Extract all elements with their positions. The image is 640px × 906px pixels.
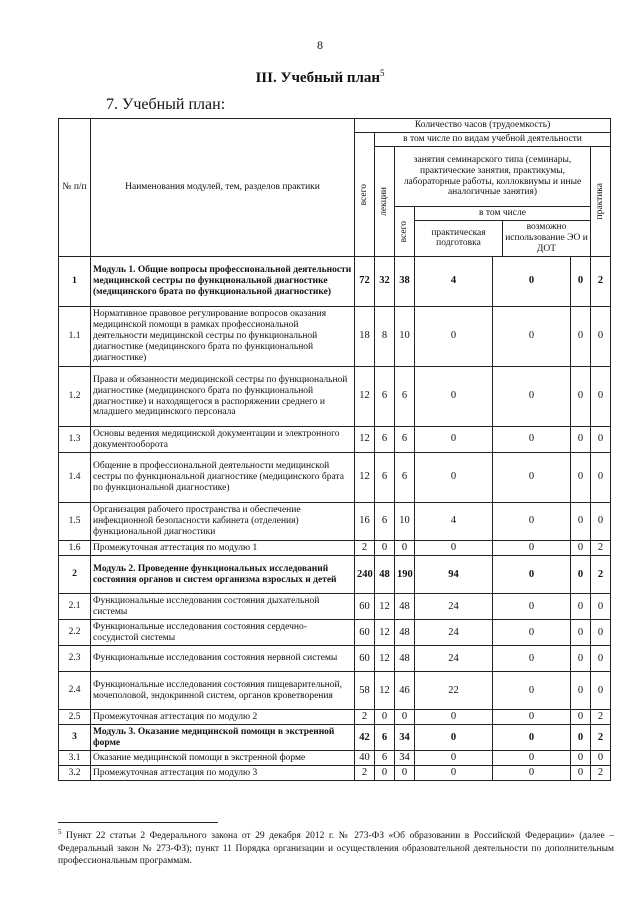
row-number: 2.1	[59, 594, 91, 620]
table-row	[59, 367, 611, 427]
row-practical: 4	[415, 257, 493, 307]
row-attestation: 2	[591, 556, 611, 594]
row-practical: 0	[415, 766, 493, 781]
header-practice: практика	[591, 147, 611, 257]
row-all: 60	[355, 594, 375, 620]
row-lectures: 0	[375, 541, 395, 556]
row-practice: 0	[571, 766, 591, 781]
row-eo-dot: 0	[493, 503, 571, 541]
row-name: Нормативное правовое регулирование вопросов оказания медицинской помощи в рамках профессиональной деятельности медицинской сестры по функциональной диагностике (медицинского брата по функциональной диагностике)	[91, 307, 355, 367]
header-seminar-all: всего	[395, 207, 415, 257]
row-all: 16	[355, 503, 375, 541]
row-number: 1.3	[59, 427, 91, 453]
row-seminar: 0	[395, 541, 415, 556]
footnote-text: Пункт 22 статьи 2 Федерального закона от 29 декабря 2012 г. № 273-ФЗ «Об образовании в Российской Федерации» (далее – Федеральный закон № 273-ФЗ); пункт 11 Порядка организации и осуществления образовательной деятельности по дополнительным профессиональным программам.	[58, 831, 614, 866]
row-all: 12	[355, 427, 375, 453]
row-practice: 0	[571, 541, 591, 556]
row-number: 2.3	[59, 646, 91, 672]
row-eo-dot: 0	[493, 427, 571, 453]
row-practice: 0	[571, 594, 591, 620]
row-seminar: 34	[395, 751, 415, 766]
row-seminar: 48	[395, 620, 415, 646]
row-all: 12	[355, 453, 375, 503]
row-eo-dot: 0	[493, 725, 571, 751]
row-attestation: 0	[591, 503, 611, 541]
row-number: 1.6	[59, 541, 91, 556]
row-seminar: 6	[395, 453, 415, 503]
header-eo-dot: возможно использование ЭО и ДОТ	[505, 222, 588, 254]
header-by-activity: в том числе по видам учебной деятельности	[375, 133, 611, 147]
row-practice: 0	[571, 646, 591, 672]
row-eo-dot: 0	[493, 672, 571, 710]
table-row	[59, 541, 611, 556]
footnote-mark: 5	[58, 828, 62, 836]
row-all: 58	[355, 672, 375, 710]
row-eo-dot: 0	[493, 541, 571, 556]
row-name: Модуль 1. Общие вопросы профессиональной деятельности медицинской сестры по функциональной диагностике (медицинского брата по функциональной диагностике)	[91, 257, 355, 307]
subtitle: 7. Учебный план:	[106, 96, 226, 113]
row-lectures: 48	[375, 556, 395, 594]
row-number: 1.5	[59, 503, 91, 541]
footnote-reference[interactable]: 5	[380, 68, 385, 78]
row-name: Функциональные исследования состояния сердечно-сосудистой системы	[91, 620, 355, 646]
table-row	[59, 620, 611, 646]
row-practical: 94	[415, 556, 493, 594]
row-number: 1.1	[59, 307, 91, 367]
row-all: 72	[355, 257, 375, 307]
row-number: 3.2	[59, 766, 91, 781]
header-practical: практическая подготовка	[415, 221, 503, 256]
row-name: Промежуточная аттестация по модулю 2	[91, 710, 355, 725]
row-attestation: 0	[591, 620, 611, 646]
curriculum-table	[58, 118, 611, 781]
row-name: Основы ведения медицинской документации и электронного документооборота	[91, 427, 355, 453]
row-name: Функциональные исследования состояния нервной системы	[91, 646, 355, 672]
row-number: 1	[59, 257, 91, 307]
row-number: 1.4	[59, 453, 91, 503]
row-attestation: 0	[591, 672, 611, 710]
table-row	[59, 672, 611, 710]
footnote-divider	[58, 822, 218, 823]
table-row	[59, 751, 611, 766]
row-seminar: 0	[395, 766, 415, 781]
row-all: 2	[355, 541, 375, 556]
row-all: 2	[355, 710, 375, 725]
row-lectures: 12	[375, 594, 395, 620]
row-practical: 22	[415, 672, 493, 710]
row-seminar: 46	[395, 672, 415, 710]
row-practice: 0	[571, 710, 591, 725]
table-row	[59, 556, 611, 594]
footnote	[58, 828, 614, 867]
row-lectures: 8	[375, 307, 395, 367]
row-practice: 0	[571, 751, 591, 766]
row-practical: 0	[415, 751, 493, 766]
row-lectures: 0	[375, 710, 395, 725]
table-row	[59, 503, 611, 541]
table-body	[59, 257, 611, 781]
row-eo-dot: 0	[493, 646, 571, 672]
row-number: 2	[59, 556, 91, 594]
row-attestation: 0	[591, 307, 611, 367]
row-all: 240	[355, 556, 375, 594]
row-practical: 0	[415, 307, 493, 367]
row-number: 2.4	[59, 672, 91, 710]
row-practical: 0	[415, 427, 493, 453]
row-practice: 0	[571, 257, 591, 307]
row-practical: 24	[415, 646, 493, 672]
row-name: Общение в профессиональной деятельности медицинской сестры по функциональной диагностике (медицинского брата по функциональной диагностике)	[91, 453, 355, 503]
page-number: 8	[317, 38, 323, 52]
row-eo-dot: 0	[493, 751, 571, 766]
row-seminar: 38	[395, 257, 415, 307]
row-eo-dot: 0	[493, 766, 571, 781]
row-practical: 4	[415, 503, 493, 541]
table-row	[59, 453, 611, 503]
table-row	[59, 766, 611, 781]
row-attestation: 0	[591, 594, 611, 620]
row-practice: 0	[571, 427, 591, 453]
row-lectures: 6	[375, 367, 395, 427]
header-total-hours: Количество часов (трудоемкость)	[355, 119, 611, 133]
table-row	[59, 646, 611, 672]
row-practical: 0	[415, 725, 493, 751]
row-seminar: 10	[395, 307, 415, 367]
row-practical: 24	[415, 620, 493, 646]
row-lectures: 6	[375, 503, 395, 541]
row-practice: 0	[571, 725, 591, 751]
row-lectures: 6	[375, 427, 395, 453]
row-name: Промежуточная аттестация по модулю 3	[91, 766, 355, 781]
row-number: 2.5	[59, 710, 91, 725]
row-practice: 0	[571, 556, 591, 594]
row-attestation: 2	[591, 541, 611, 556]
row-seminar: 190	[395, 556, 415, 594]
row-eo-dot: 0	[493, 257, 571, 307]
table-row	[59, 307, 611, 367]
row-eo-dot: 0	[493, 620, 571, 646]
row-name: Функциональные исследования состояния пищеварительной, мочеполовой, эндокринной систем, органов кроветворения	[91, 672, 355, 710]
row-practice: 0	[571, 367, 591, 427]
table-row	[59, 710, 611, 725]
row-attestation: 2	[591, 766, 611, 781]
row-seminar: 10	[395, 503, 415, 541]
row-seminar: 6	[395, 367, 415, 427]
row-attestation: 2	[591, 725, 611, 751]
row-practical: 24	[415, 594, 493, 620]
row-eo-dot: 0	[493, 594, 571, 620]
row-name: Организация рабочего пространства и обеспечение инфекционной безопасности кабинета (отделения) функциональной диагностики	[91, 503, 355, 541]
row-name: Функциональные исследования состояния дыхательной системы	[91, 594, 355, 620]
table-row	[59, 257, 611, 307]
row-lectures: 0	[375, 766, 395, 781]
row-lectures: 32	[375, 257, 395, 307]
header-lectures: лекции	[375, 147, 395, 257]
section-title	[0, 68, 640, 87]
table-row	[59, 725, 611, 751]
row-lectures: 6	[375, 725, 395, 751]
row-eo-dot: 0	[493, 367, 571, 427]
row-name: Права и обязанности медицинской сестры по функциональной диагностике (медицинского брата по функциональной диагностике) и находящегося в распоряжении среднего и младшего медицинского персонала	[91, 367, 355, 427]
row-practice: 0	[571, 620, 591, 646]
header-including-table	[415, 207, 590, 256]
row-attestation: 0	[591, 427, 611, 453]
row-eo-dot: 0	[493, 556, 571, 594]
row-all: 18	[355, 307, 375, 367]
row-attestation: 2	[591, 257, 611, 307]
row-all: 60	[355, 646, 375, 672]
row-attestation: 0	[591, 453, 611, 503]
row-name: Модуль 2. Проведение функциональных исследований состояния органов и систем организма взрослых и детей	[91, 556, 355, 594]
row-number: 3.1	[59, 751, 91, 766]
header-num: № п/п	[59, 119, 91, 257]
row-lectures: 12	[375, 646, 395, 672]
header-seminar: занятия семинарского типа (семинары, практические занятия, практикумы, лабораторные работы, коллоквиумы и иные аналогичные занятия)	[395, 147, 591, 207]
row-practical: 0	[415, 710, 493, 725]
row-practical: 0	[415, 367, 493, 427]
row-number: 2.2	[59, 620, 91, 646]
row-seminar: 48	[395, 594, 415, 620]
row-number: 3	[59, 725, 91, 751]
row-seminar: 34	[395, 725, 415, 751]
row-lectures: 6	[375, 453, 395, 503]
row-lectures: 12	[375, 672, 395, 710]
row-attestation: 0	[591, 367, 611, 427]
header-including: в том числе	[415, 207, 590, 220]
row-practice: 0	[571, 307, 591, 367]
row-eo-dot: 0	[493, 307, 571, 367]
header-name: Наименования модулей, тем, разделов практики	[91, 119, 355, 257]
table-row	[59, 594, 611, 620]
row-attestation: 2	[591, 710, 611, 725]
table-row	[59, 427, 611, 453]
row-eo-dot: 0	[493, 710, 571, 725]
row-seminar: 0	[395, 710, 415, 725]
row-seminar: 48	[395, 646, 415, 672]
row-name: Промежуточная аттестация по модулю 1	[91, 541, 355, 556]
header-including-group	[415, 207, 591, 257]
row-all: 42	[355, 725, 375, 751]
row-all: 2	[355, 766, 375, 781]
row-attestation: 0	[591, 646, 611, 672]
row-lectures: 6	[375, 751, 395, 766]
header-all: всего	[355, 133, 375, 257]
row-name: Модуль 3. Оказание медицинской помощи в экстренной форме	[91, 725, 355, 751]
row-all: 60	[355, 620, 375, 646]
row-seminar: 6	[395, 427, 415, 453]
row-all: 40	[355, 751, 375, 766]
row-lectures: 12	[375, 620, 395, 646]
row-practice: 0	[571, 453, 591, 503]
section-title-text: III. Учебный план	[255, 70, 381, 86]
row-all: 12	[355, 367, 375, 427]
row-eo-dot: 0	[493, 453, 571, 503]
row-practice: 0	[571, 672, 591, 710]
row-practical: 0	[415, 541, 493, 556]
row-attestation: 0	[591, 751, 611, 766]
row-number: 1.2	[59, 367, 91, 427]
row-name: Оказание медицинской помощи в экстренной форме	[91, 751, 355, 766]
row-practical: 0	[415, 453, 493, 503]
row-practice: 0	[571, 503, 591, 541]
